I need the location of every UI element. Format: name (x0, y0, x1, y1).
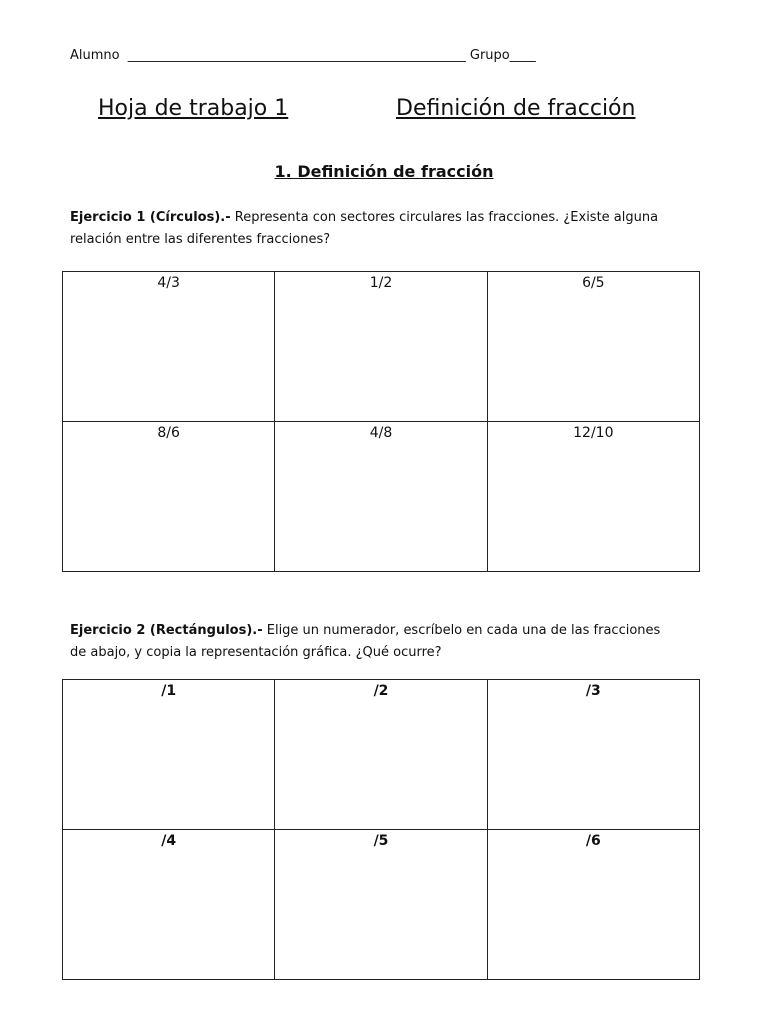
denominator-cell: /6 (487, 830, 699, 980)
exercise-1-instructions (70, 207, 680, 251)
denominator-cell: /3 (487, 680, 699, 830)
exercise-2-instructions (70, 620, 680, 664)
table-row (63, 830, 700, 980)
table-row (63, 680, 700, 830)
exercise-1-lead: Ejercicio 1 (Círculos).- (70, 210, 231, 225)
denominator-cell: /1 (63, 680, 275, 830)
student-label: Alumno (70, 48, 120, 63)
fraction-cell: 8/6 (63, 422, 275, 572)
worksheet-title: Hoja de trabajo 1 (98, 96, 289, 121)
fraction-cell: 6/5 (487, 272, 699, 422)
exercise-2-text: Elige un numerador, escríbelo en cada una de las fracciones de abajo, y copia la representación gráfica. ¿Qué ocurre? (70, 623, 661, 660)
fraction-cell: 4/3 (63, 272, 275, 422)
denominator-cell: /4 (63, 830, 275, 980)
exercise-1-grid (62, 271, 700, 572)
fraction-cell: 1/2 (275, 272, 487, 422)
table-row (63, 422, 700, 572)
fraction-cell: 4/8 (275, 422, 487, 572)
student-name-blank: ____________________________________________________ (127, 48, 466, 63)
exercise-2-grid (62, 679, 700, 980)
exercise-1-text: Representa con sectores circulares las fracciones. ¿Existe alguna relación entre las diferentes fracciones? (70, 210, 659, 247)
table-row (63, 272, 700, 422)
student-header (70, 48, 536, 63)
worksheet-topic: Definición de fracción (396, 96, 636, 121)
group-label: Grupo____ (469, 48, 536, 63)
section-title: 1. Definición de fracción (274, 162, 494, 181)
fraction-cell: 12/10 (487, 422, 699, 572)
exercise-2-lead: Ejercicio 2 (Rectángulos).- (70, 623, 263, 638)
denominator-cell: /2 (275, 680, 487, 830)
denominator-cell: /5 (275, 830, 487, 980)
